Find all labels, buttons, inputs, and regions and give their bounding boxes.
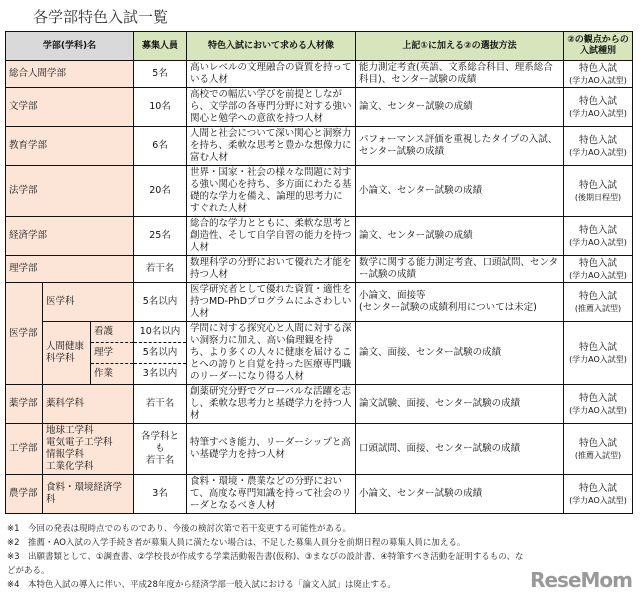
type-main: 特色入試 xyxy=(578,134,617,146)
count: 5名以内 xyxy=(134,343,187,364)
faculty-name: 工学部 xyxy=(6,424,43,475)
dept-name: 地球工学科 xyxy=(46,425,94,436)
table-row xyxy=(6,283,633,322)
method: パフォーマンス評価を重視したタイプの入試、センター試験の成績 xyxy=(356,127,564,166)
type-main: 特色入試 xyxy=(578,179,617,191)
table-row xyxy=(6,166,633,217)
type-sub: (学力AO入試型) xyxy=(569,108,627,118)
count: 若干名 xyxy=(134,385,187,424)
table-row xyxy=(6,217,633,256)
count: 若干名 xyxy=(134,256,187,283)
faculty-name: 薬学部 xyxy=(6,385,43,424)
faculty-name: 理学部 xyxy=(6,256,134,283)
dept-name: 薬科学科 xyxy=(43,385,134,424)
footnote: ※1 今回の発表は現時点でのものであり、今後の検討次第で若干変更する可能性がある。 xyxy=(7,524,352,534)
footnotes xyxy=(5,522,524,592)
type xyxy=(564,424,633,475)
persona: 創薬研究分野でグローバルな活躍を志し、柔軟な思考力と基礎学力を持つ人材 xyxy=(187,385,356,424)
method: 小論文、センター試験の成績 xyxy=(356,166,564,217)
footnote: ※3 出願書類として、①調査書、②学校長が作成する学業活動報告書(仮称)、③まなびの設計書、④特筆すべき活動を証明するもの、などがある。 xyxy=(7,552,524,576)
header-type: ②の観点からの入試種別 xyxy=(564,32,633,61)
footnote: ※2 推薦・AO入試の入学手続き者が募集人員に満たない場合は、不足した募集人員分を前期日程の募集人員に加える。 xyxy=(7,538,466,548)
method: 小論文、面接等 (センター試験の成績利用については未定) xyxy=(356,283,564,322)
type-sub: (学力AO入試型) xyxy=(569,237,627,247)
page-title: 各学部特色入試一覧 xyxy=(33,8,169,26)
footnote: ※4 本特色入試の導入に伴い、平成28年度から経済学部一般入試における「論文入試」は廃止する。 xyxy=(7,580,396,590)
table-row xyxy=(6,256,633,283)
count: 6名 xyxy=(134,127,187,166)
count: 3名 xyxy=(134,475,187,514)
persona: 総合的な学力とともに、柔軟な思考と創造性、そして自学自習の能力を持つ人材 xyxy=(187,217,356,256)
type-main: 特色入試 xyxy=(578,341,617,353)
type-main: 特色入試 xyxy=(578,392,617,404)
table-row xyxy=(6,385,633,424)
count: 5名 xyxy=(134,61,187,88)
type xyxy=(564,385,633,424)
method: 数学に関する能力測定考査、口頭試問、センター試験の成績 xyxy=(356,256,564,283)
course-name: 看護 xyxy=(91,322,134,343)
persona: 学問に対する探究心と人間に対する深い洞察力に加え、高い倫理観を持ち、より多くの人々に健康を届けることへの誇りと自覚を持った医療専門職のリーダーになり得る人材 xyxy=(187,322,356,385)
persona: 高いレベルの文理融合の資質を持っている人材 xyxy=(187,61,356,88)
type-main: 特色入試 xyxy=(578,62,617,74)
type-main: 特色入試 xyxy=(578,437,617,449)
dept-name: 情報学科 xyxy=(46,449,85,460)
table-row xyxy=(6,475,633,514)
method: 論文、面接、センター試験の成績 xyxy=(356,322,564,385)
type-sub: (後期日程型) xyxy=(574,192,622,202)
type-main: 特色入試 xyxy=(578,482,617,494)
type-main: 特色入試 xyxy=(578,224,617,236)
type-sub: (学力AO入試型) xyxy=(569,270,627,280)
persona: 食料・環境・農業などの分野において、高度な専門知識を持って社会のリーダとなるべき人材 xyxy=(187,475,356,514)
method: 小論文、センター試験の成績 xyxy=(356,475,564,514)
footer xyxy=(5,522,632,592)
type xyxy=(564,127,633,166)
count: 25名 xyxy=(134,217,187,256)
type-sub: (学力AO入試型) xyxy=(569,354,627,364)
count: 20名 xyxy=(134,166,187,217)
count xyxy=(134,424,187,475)
table-row xyxy=(6,61,633,88)
count: 5名以内 xyxy=(134,283,187,322)
table-row xyxy=(6,127,633,166)
header-persona: 特色入試において求める人材像 xyxy=(187,32,356,61)
type xyxy=(564,61,633,88)
count-line: 若干名 xyxy=(145,455,175,466)
type-main: 特色入試 xyxy=(578,95,617,107)
faculty-name: 農学部 xyxy=(6,475,43,514)
faculty-name: 文学部 xyxy=(6,88,134,127)
persona: 医学研究者として優れた資質・適性を持つMD-PhDプログラムにふさわしい人材 xyxy=(187,283,356,322)
type xyxy=(564,166,633,217)
dept-list xyxy=(43,424,134,475)
type-sub: (推薦入試型) xyxy=(574,303,622,313)
persona: 数理科学の分野において優れた才能を持つ人材 xyxy=(187,256,356,283)
faculty-name: 医学部 xyxy=(6,283,43,385)
persona: 世界・国家・社会の様々な問題に対する強い関心を持ち、多方面にわたる基礎的な学力を備え、論理的思考力にすぐれた人材 xyxy=(187,166,356,217)
faculty-name: 経済学部 xyxy=(6,217,134,256)
table-row xyxy=(6,88,633,127)
type-sub: (学力AO入試型) xyxy=(569,405,627,415)
count-line: 各学科とも xyxy=(140,431,179,454)
method: 論文、センター試験の成績 xyxy=(356,217,564,256)
header-count: 募集人員 xyxy=(134,32,187,61)
course-name: 作業 xyxy=(91,364,134,385)
type-sub: (学力AO入試型) xyxy=(569,495,627,505)
faculty-name: 総合人間学部 xyxy=(6,61,134,88)
header-method: 上記①に加える②の選抜方法 xyxy=(356,32,564,61)
method: 口頭試問、面接、センター試験の成績 xyxy=(356,424,564,475)
dept-name: 医学科 xyxy=(43,283,134,322)
type xyxy=(564,475,633,514)
dept-name: 工業化学科 xyxy=(46,461,94,472)
table-row xyxy=(6,322,633,343)
faculty-name: 教育学部 xyxy=(6,127,134,166)
table-row xyxy=(6,424,633,475)
persona: 特筆すべき能力、リーダーシップと高い基礎学力を持つ人材 xyxy=(187,424,356,475)
type-main: 特色入試 xyxy=(578,290,617,302)
method: 論文試験、面接、センター試験の成績 xyxy=(356,385,564,424)
table-header xyxy=(6,32,633,61)
type xyxy=(564,256,633,283)
dept-name: 人間健康科学科 xyxy=(43,322,91,385)
type-main: 特色入試 xyxy=(578,257,617,269)
faculty-name: 法学部 xyxy=(6,166,134,217)
course-name: 理学 xyxy=(91,343,134,364)
type-sub: (学力AO入試型) xyxy=(569,75,627,85)
count: 10名以内 xyxy=(134,322,187,343)
type xyxy=(564,88,633,127)
resemom-logo: ReseMom xyxy=(530,568,632,592)
method: 能力測定考査(英語、文系総合科目、理系総合科目)、センター試験の成績 xyxy=(356,61,564,88)
method: 論文、センター試験の成績 xyxy=(356,88,564,127)
dept-name: 食料・環境経済学科 xyxy=(43,475,134,514)
header-name: 学部(学科)名 xyxy=(6,32,134,61)
admissions-table xyxy=(5,31,633,514)
persona: 人間と社会について深い関心と洞察力を持ち、柔軟な思考と豊かな想像力に富む人材 xyxy=(187,127,356,166)
count: 3名以内 xyxy=(134,364,187,385)
type-sub: (学力AO入試型) xyxy=(569,147,627,157)
type-sub: (推薦入試型) xyxy=(574,450,622,460)
dept-name: 電気電子工学科 xyxy=(46,437,113,448)
table-body xyxy=(6,61,633,283)
persona: 高校での幅広い学びを前提としながら、文学部の各専門分野に対する強い関心と勉学への意欲を持つ人材 xyxy=(187,88,356,127)
type xyxy=(564,322,633,385)
type xyxy=(564,283,633,322)
table-body-rest xyxy=(6,283,633,514)
type xyxy=(564,217,633,256)
count: 10名 xyxy=(134,88,187,127)
